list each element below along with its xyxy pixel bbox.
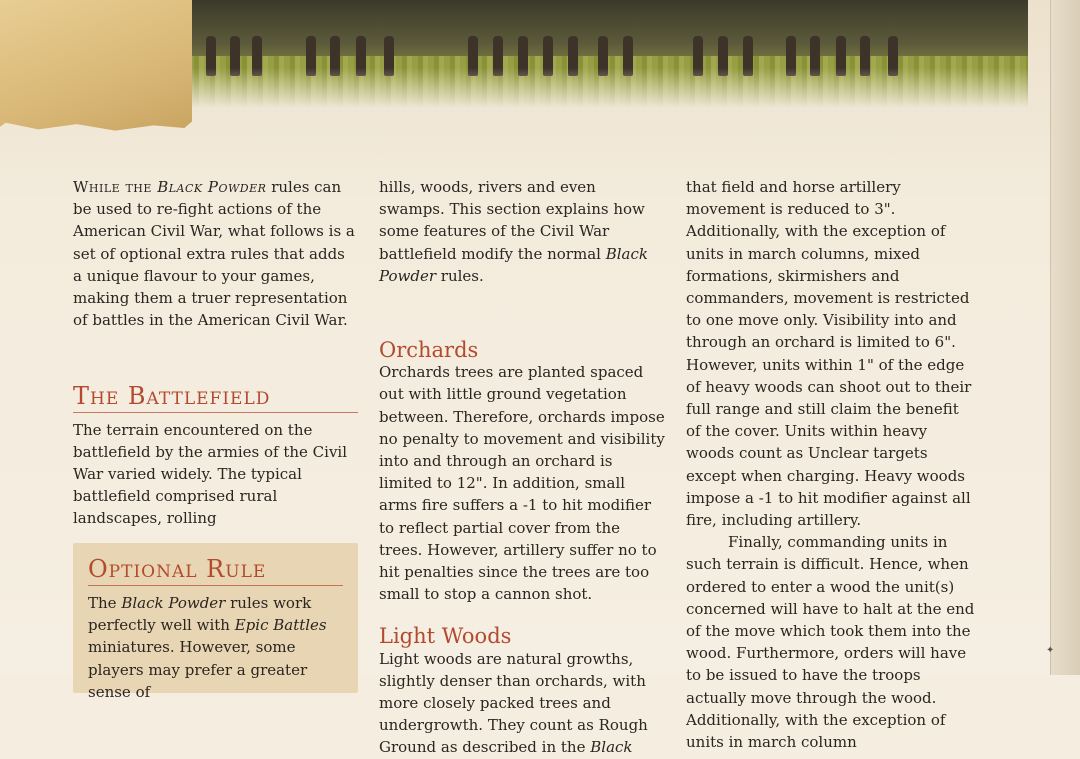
optional-text: The bbox=[88, 594, 122, 612]
battlefield-paragraph: The terrain encountered on the battlefield by the armies of the Civil War varied widely. The typical battlefield comprised rural landscapes, rolling bbox=[73, 420, 348, 528]
light-woods-paragraph bbox=[379, 648, 666, 759]
intro-lead-text: While the bbox=[73, 178, 158, 196]
photo-fade bbox=[188, 68, 1028, 108]
intro-body-text: rules can be used to re-fight actions of the American Civil War, what follows is a set of optional extra rules that adds a unique flavour to your games, making them a truer representation of battles in the American Civil War. bbox=[73, 178, 355, 330]
continuation-paragraph bbox=[379, 176, 666, 287]
page-binding-edge bbox=[1050, 0, 1080, 675]
parchment-scroll-decoration bbox=[0, 0, 192, 132]
optional-text: miniatures. However, some players may prefer a greater sense of bbox=[88, 638, 308, 701]
commanding-paragraph: Finally, commanding units in such terrain is difficult. Hence, when ordered to enter a wood the unit(s) concerned will have to halt at the end of the move which took them into the wood. Furthermore, orders will have to be issued to have the troops actually move through the wood. Additionally, with the exception of units in march column bbox=[686, 533, 975, 752]
spacer bbox=[379, 287, 666, 339]
intro-paragraph bbox=[73, 176, 358, 331]
optional-rule-heading: Optional Rule bbox=[88, 555, 267, 583]
optional-rule-content bbox=[88, 555, 348, 703]
binding-mark-icon: ✦ bbox=[1046, 645, 1055, 656]
optional-title-italic: Black Powder bbox=[121, 594, 226, 612]
continuation-text: rules. bbox=[436, 266, 484, 285]
column-1 bbox=[73, 176, 358, 530]
orchards-heading: Orchards bbox=[379, 338, 479, 363]
light-woods-title-italic: Black bbox=[590, 738, 633, 757]
heading-rule bbox=[88, 585, 343, 586]
heading-rule bbox=[73, 412, 358, 413]
intro-title-italic: Black Powder bbox=[157, 178, 267, 196]
miniatures-photo bbox=[188, 0, 1028, 108]
light-woods-heading: Light Woods bbox=[379, 624, 512, 649]
optional-text: rules work perfectly well with bbox=[88, 594, 312, 635]
column-2 bbox=[379, 176, 666, 759]
optional-title-italic: Epic Battles bbox=[234, 616, 327, 635]
column-3 bbox=[686, 176, 976, 753]
optional-rule-paragraph bbox=[88, 592, 348, 703]
heavy-woods-paragraph: that field and horse artillery movement is reduced to 3". Additionally, with the exception of units in march columns, mixed formations, skirmishers and commanders, movement is restricted to one move only. Visibility into and through an orchard is limited to 6". However, units within 1" of the edge of heavy woods can shoot out to their full range and still claim the benefit of the cover. Units within heavy woods count as Unclear targets except when charging. Heavy woods impose a -1 to hit modifier against all fire, including artillery. bbox=[686, 178, 972, 530]
spacer bbox=[73, 331, 358, 385]
light-woods-text: Light woods are natural growths, slightly denser than orchards, with more closely packed trees and undergrowth. They count as Rough Ground as described in the bbox=[379, 649, 648, 757]
battlefield-heading: The Battlefield bbox=[73, 382, 271, 411]
continuation-text: hills, woods, rivers and even swamps. This section explains how some features of the Civil War battlefield modify the normal bbox=[379, 178, 645, 263]
continuation-title-italic: Black Powder bbox=[379, 244, 648, 285]
optional-rule-box bbox=[73, 543, 358, 701]
spacer bbox=[379, 605, 666, 625]
orchards-paragraph: Orchards trees are planted spaced out with little ground vegetation between. Therefore, orchards impose no penalty to movement and visibility into and through an orchard is limited to 12". In addition, small arms fire suffers a -1 to hit modifier to reflect partial cover from the trees. However, artillery suffer no to hit penalties since the trees are too small to stop a cannon shot. bbox=[379, 363, 665, 604]
